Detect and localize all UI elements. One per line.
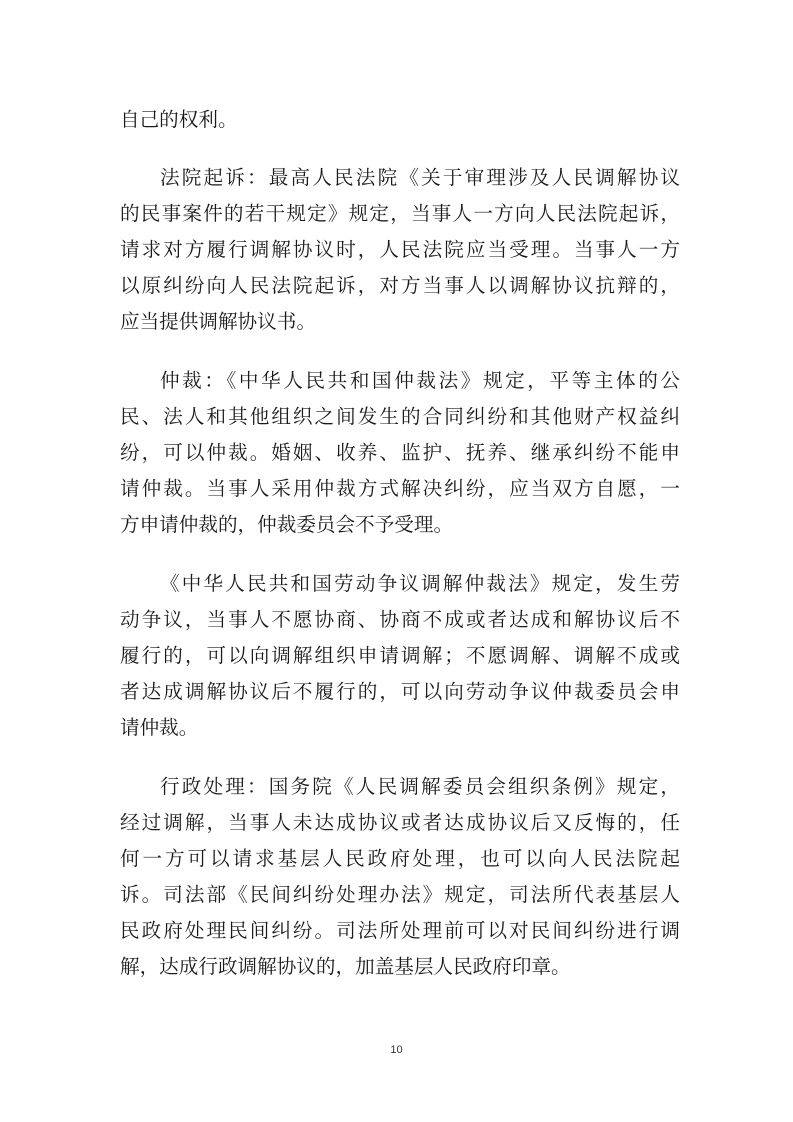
arbitration-paragraph-line-5: 方申请仲裁的，仲裁委员会不予受理。 [120,513,454,536]
administrative-paragraph-line-4: 诉。司法部《民间纠纷处理办法》规定，司法所代表基层人 [120,883,680,906]
administrative-paragraph-line-2: 经过调解，当事人未达成协议或者达成协议后又反悔的，任 [120,811,680,834]
arbitration-paragraph-line-2: 民、法人和其他组织之间发生的合同纠纷和其他财产权益纠 [120,405,680,428]
labor-paragraph-line-1: 《中华人民共和国劳动争议调解仲裁法》规定，发生劳 [160,572,680,595]
labor-paragraph-line-3: 履行的，可以向调解组织申请调解；不愿调解、调解不成或 [120,644,680,667]
labor-paragraph-line-2: 动争议，当事人不愿协商、协商不成或者达成和解协议后不 [120,608,680,631]
administrative-paragraph-line-1: 行政处理：国务院《人民调解委员会组织条例》规定， [160,775,680,798]
court-paragraph-line-4: 以原纠纷向人民法院起诉，对方当事人以调解协议抗辩的， [120,274,680,297]
administrative-paragraph-line-3: 何一方可以请求基层人民政府处理，也可以向人民法院起 [120,847,680,870]
court-paragraph-line-2: 的民事案件的若干规定》规定，当事人一方向人民法院起诉， [120,202,680,225]
labor-paragraph-line-5: 请仲裁。 [120,716,199,739]
court-paragraph-line-1: 法院起诉：最高人民法院《关于审理涉及人民调解协议 [160,166,680,189]
arbitration-paragraph-line-1: 仲裁：《中华人民共和国仲裁法》规定，平等主体的公 [160,369,680,392]
paragraph-1-line-1: 自己的权利。 [120,108,238,131]
administrative-paragraph-line-5: 民政府处理民间纠纷。司法所处理前可以对民间纠纷进行调 [120,919,680,942]
court-paragraph-line-3: 请求对方履行调解协议时，人民法院应当受理。当事人一方 [120,238,680,261]
labor-paragraph-line-4: 者达成调解协议后不履行的，可以向劳动争议仲裁委员会申 [120,680,680,703]
arbitration-paragraph-line-4: 请仲裁。当事人采用仲裁方式解决纠纷，应当双方自愿，一 [120,477,680,500]
administrative-paragraph-line-6: 解，达成行政调解协议的，加盖基层人民政府印章。 [120,955,571,978]
court-paragraph-line-5: 应当提供调解协议书。 [120,310,316,333]
page-number: 10 [390,1044,403,1056]
arbitration-paragraph-line-3: 纷，可以仲裁。婚姻、收养、监护、抚养、继承纠纷不能申 [120,441,680,464]
